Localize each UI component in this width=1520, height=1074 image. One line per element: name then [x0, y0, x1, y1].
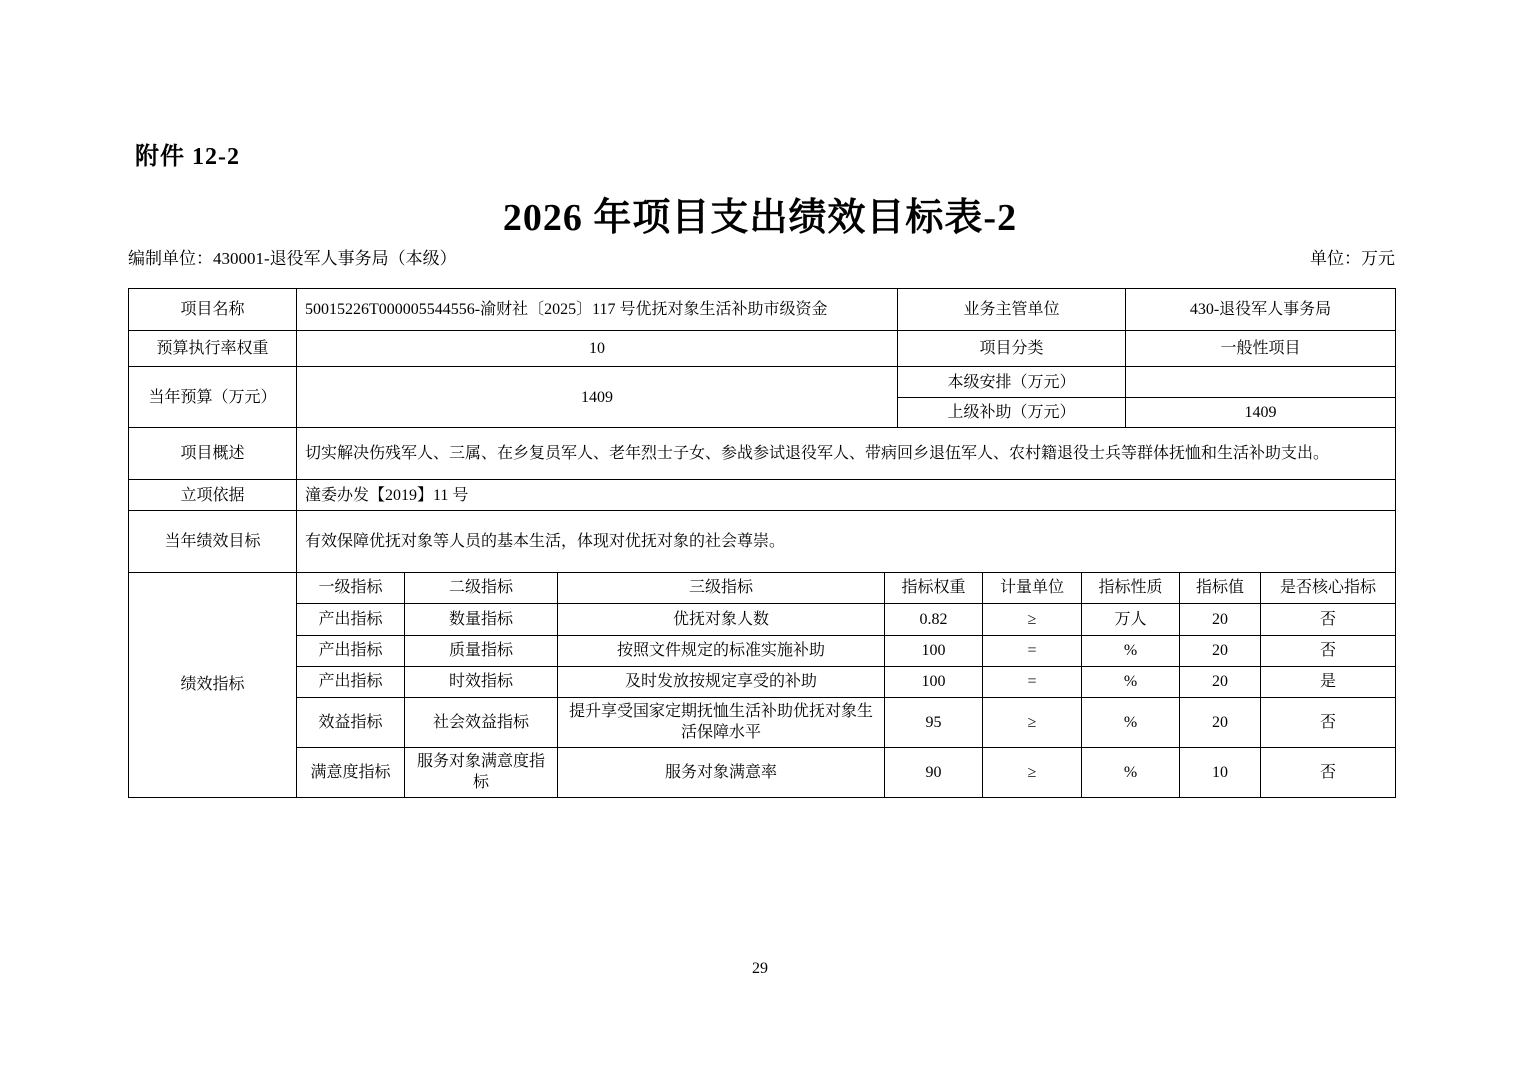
indicator-cell: 提升享受国家定期抚恤生活补助优抚对象生活保障水平	[558, 697, 885, 747]
indicator-cell: %	[1082, 635, 1180, 666]
indicator-cell: 及时发放按规定享受的补助	[558, 666, 885, 697]
indicator-cell: %	[1082, 697, 1180, 747]
indicator-cell: ≥	[983, 603, 1082, 635]
year-budget-label: 当年预算（万元）	[129, 367, 297, 428]
indicator-cell: 20	[1180, 697, 1261, 747]
indicator-cell: 服务对象满意度指标	[405, 747, 558, 797]
indicator-cell: 10	[1180, 747, 1261, 797]
indicator-cell: =	[983, 635, 1082, 666]
indicator-cell: 效益指标	[297, 697, 405, 747]
indicator-cell: 社会效益指标	[405, 697, 558, 747]
indicator-cell: 95	[885, 697, 983, 747]
table-row	[129, 428, 1396, 480]
indicators-table	[128, 572, 1396, 798]
header-level3: 三级指标	[558, 572, 885, 603]
indicator-cell: 100	[885, 635, 983, 666]
indicator-row	[129, 603, 1396, 635]
dept-value: 430-退役军人事务局	[1126, 289, 1396, 331]
unit-note: 单位：万元	[1310, 249, 1395, 268]
table-row	[129, 511, 1396, 573]
indicator-cell: ≥	[983, 747, 1082, 797]
indicator-cell: 0.82	[885, 603, 983, 635]
basis-label: 立项依据	[129, 480, 297, 511]
header-level1: 一级指标	[297, 572, 405, 603]
table-row	[129, 367, 1396, 398]
indicator-cell: 20	[1180, 666, 1261, 697]
header-core: 是否核心指标	[1261, 572, 1396, 603]
indicator-cell: 20	[1180, 635, 1261, 666]
category-value: 一般性项目	[1126, 331, 1396, 367]
attachment-label: 附件 12-2	[135, 144, 240, 170]
superior-subsidy-label: 上级补助（万元）	[898, 398, 1126, 428]
local-arrangement-value	[1126, 367, 1396, 398]
overview-label: 项目概述	[129, 428, 297, 480]
table-row	[129, 289, 1396, 331]
indicator-cell: 100	[885, 666, 983, 697]
project-info-table	[128, 288, 1396, 573]
meta-line	[128, 244, 1395, 269]
annual-goal-label: 当年绩效目标	[129, 511, 297, 573]
year-budget-value: 1409	[297, 367, 898, 428]
indicator-row	[129, 666, 1396, 697]
header-level2: 二级指标	[405, 572, 558, 603]
indicator-cell: 否	[1261, 747, 1396, 797]
project-name-label: 项目名称	[129, 289, 297, 331]
header-unit: 计量单位	[983, 572, 1082, 603]
indicator-row	[129, 747, 1396, 797]
header-nature: 指标性质	[1082, 572, 1180, 603]
indicator-cell: 时效指标	[405, 666, 558, 697]
indicator-cell: 质量指标	[405, 635, 558, 666]
budget-weight-label: 预算执行率权重	[129, 331, 297, 367]
indicator-cell: %	[1082, 747, 1180, 797]
project-name-value: 50015226T000005544556-渝财社〔2025〕117 号优抚对象生活补助市级资金	[297, 289, 898, 331]
indicator-row	[129, 635, 1396, 666]
indicator-cell: 优抚对象人数	[558, 603, 885, 635]
annual-goal-value: 有效保障优抚对象等人员的基本生活，体现对优抚对象的社会尊崇。	[297, 511, 1396, 573]
overview-value: 切实解决伤残军人、三属、在乡复员军人、老年烈士子女、参战参试退役军人、带病回乡退伍军人、农村籍退役士兵等群体抚恤和生活补助支出。	[297, 428, 1396, 480]
local-arrangement-label: 本级安排（万元）	[898, 367, 1126, 398]
indicators-header-row	[129, 572, 1396, 603]
indicator-cell: 万人	[1082, 603, 1180, 635]
indicator-cell: 产出指标	[297, 603, 405, 635]
indicator-cell: 90	[885, 747, 983, 797]
indicator-cell: 产出指标	[297, 635, 405, 666]
indicator-cell: ≥	[983, 697, 1082, 747]
indicator-cell: 20	[1180, 603, 1261, 635]
indicator-cell: 服务对象满意率	[558, 747, 885, 797]
dept-label: 业务主管单位	[898, 289, 1126, 331]
indicator-cell: 否	[1261, 697, 1396, 747]
header-value: 指标值	[1180, 572, 1261, 603]
indicator-row	[129, 697, 1396, 747]
table-row	[129, 331, 1396, 367]
indicator-cell: 否	[1261, 603, 1396, 635]
performance-target-table	[128, 288, 1395, 798]
indicator-cell: 产出指标	[297, 666, 405, 697]
indicator-cell: 是	[1261, 666, 1396, 697]
prepared-by-label: 编制单位：430001-退役军人事务局（本级）	[128, 249, 457, 268]
page-title: 2026 年项目支出绩效目标表-2	[502, 197, 1018, 239]
indicator-cell: 否	[1261, 635, 1396, 666]
superior-subsidy-value: 1409	[1126, 398, 1396, 428]
indicator-cell: %	[1082, 666, 1180, 697]
basis-value: 潼委办发【2019】11 号	[297, 480, 1396, 511]
budget-weight-value: 10	[297, 331, 898, 367]
indicators-section-label: 绩效指标	[129, 572, 297, 797]
page-number: 29	[752, 960, 768, 977]
header-weight: 指标权重	[885, 572, 983, 603]
indicator-cell: 满意度指标	[297, 747, 405, 797]
indicator-cell: 按照文件规定的标准实施补助	[558, 635, 885, 666]
indicator-cell: 数量指标	[405, 603, 558, 635]
category-label: 项目分类	[898, 331, 1126, 367]
indicator-cell: =	[983, 666, 1082, 697]
table-row	[129, 480, 1396, 511]
